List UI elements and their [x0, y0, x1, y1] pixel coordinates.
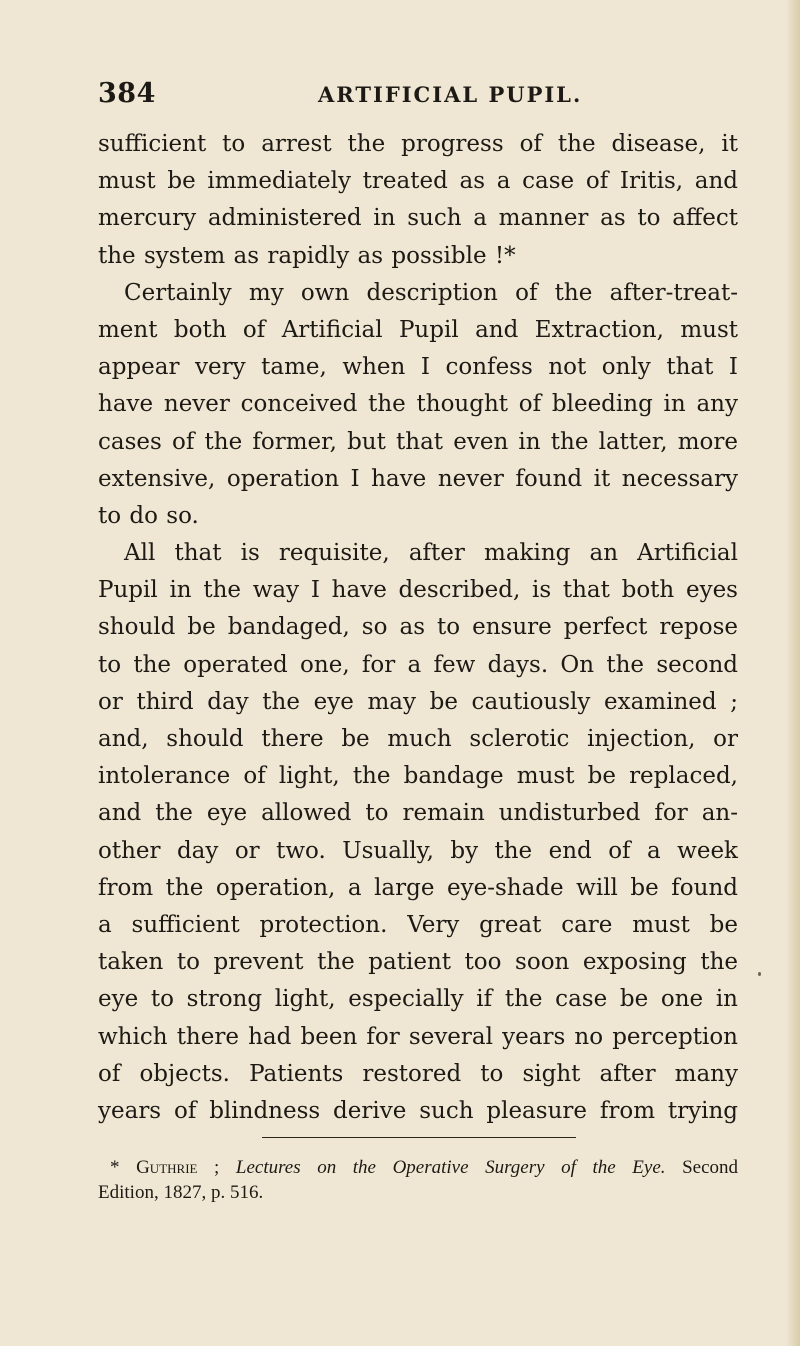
footnote-rule	[262, 1137, 576, 1138]
text-line-17: and, should there be much sclerotic injection, or	[98, 726, 738, 752]
body-text	[98, 126, 738, 1130]
text-line-26: of objects. Patients restored to sight after many	[98, 1060, 738, 1087]
footnote-marker: *	[110, 1157, 120, 1178]
footnote-separator: ;	[197, 1157, 236, 1178]
text-line-3: mercury administered in such a manner as to affect	[98, 205, 738, 232]
text-line-8: have never conceived the thought of bleeding in any	[98, 391, 738, 418]
text-line-10: extensive, operation I have never found it necessary	[98, 465, 738, 492]
page-number: 384	[98, 78, 156, 109]
text-line-1: sufficient to arrest the progress of the disease, it	[98, 131, 738, 157]
text-line-11: to do so.	[98, 502, 199, 529]
footnote-edition: Second	[682, 1157, 739, 1178]
text-line-16: or third day the eye may be cautiously examined ;	[98, 688, 738, 715]
text-line-23: taken to prevent the patient too soon exposing the	[98, 949, 738, 976]
text-line-14: should be bandaged, so as to ensure perfect repose	[98, 614, 738, 641]
text-line-20: other day or two. Usually, by the end of a week	[98, 837, 738, 864]
text-line-15: to the operated one, for a few days. On the second	[98, 651, 738, 678]
text-line-18: intolerance of light, the bandage must be replaced,	[98, 763, 738, 790]
footnote-line-2: Edition, 1827, p. 516.	[98, 1182, 264, 1203]
text-line-27: years of blindness derive such pleasure from trying	[98, 1097, 738, 1124]
text-line-12: All that is requisite, after making an Artificial	[124, 540, 738, 567]
text-line-19: and the eye allowed to remain undisturbed for an-	[98, 800, 738, 827]
text-line-13: Pupil in the way I have described, is that both eyes	[98, 577, 738, 604]
text-line-7: appear very tame, when I confess not only that I	[98, 354, 738, 381]
footnote-author: Guthrie	[136, 1157, 198, 1178]
footnote-title: Lectures on the Operative Surgery of the Eye.	[235, 1157, 666, 1178]
text-line-25: which there had been for several years no perception	[98, 1023, 738, 1050]
text-line-2: must be immediately treated as a case of Iritis, and	[98, 168, 738, 195]
footnote	[98, 1155, 739, 1205]
running-title: ARTIFICIAL PUPIL.	[318, 82, 583, 107]
text-line-9: cases of the former, but that even in the latter, more	[98, 428, 738, 455]
text-line-4: the system as rapidly as possible !*	[98, 242, 516, 269]
page-header	[98, 78, 738, 118]
page-edge	[786, 0, 800, 1346]
footnote-line-1	[110, 1155, 738, 1180]
text-line-6: ment both of Artificial Pupil and Extraction, must	[98, 316, 738, 343]
text-line-5: Certainly my own description of the after-treat-	[124, 279, 738, 306]
text-line-22: a sufficient protection. Very great care must be	[98, 911, 738, 938]
ink-speck	[758, 972, 761, 976]
text-line-21: from the operation, a large eye-shade will be found	[98, 874, 738, 901]
text-line-24: eye to strong light, especially if the case be one in	[98, 986, 738, 1013]
